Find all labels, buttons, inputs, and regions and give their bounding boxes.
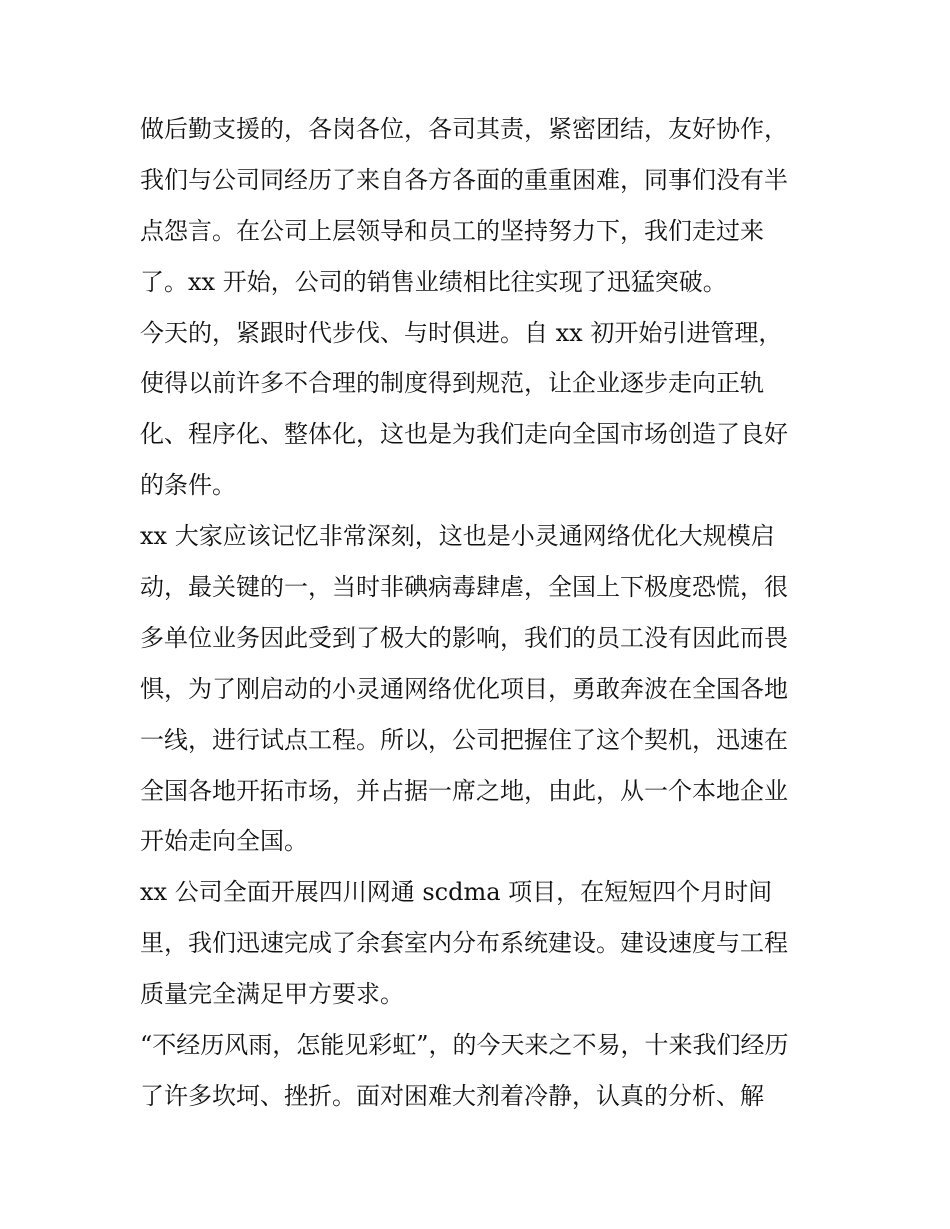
text-line-20: 了许多坎坷、挫折。面对困难大剂着冷静，认真的分析、解 xyxy=(140,1081,764,1110)
text-line-17: 里，我们迅速完成了余套室内分布系统建设。建设速度与工程 xyxy=(140,929,788,958)
text-line-18: 质量完全满足甲方要求。 xyxy=(140,980,404,1009)
text-line-13: 一线，进行试点工程。所以，公司把握住了这个契机，迅速在 xyxy=(140,725,788,754)
text-line-16: xx 公司全面开展四川网通 scdma 项目，在短短四个月时间 xyxy=(140,878,773,907)
text-line-8: 的条件。 xyxy=(140,471,236,500)
text-line-15: 开始走向全国。 xyxy=(140,827,308,856)
text-line-3: 点怨言。在公司上层领导和员工的坚持努力下，我们走过来 xyxy=(140,216,764,245)
text-line-11: 多单位业务因此受到了极大的影响，我们的员工没有因此而畏 xyxy=(140,623,788,652)
body-text xyxy=(140,104,820,1122)
text-line-1: 做后勤支援的，各岗各位，各司其责，紧密团结，友好协作， xyxy=(140,115,788,143)
text-line-14: 全国各地开拓市场，并占据一席之地，由此，从一个本地企业 xyxy=(140,776,788,805)
text-line-12: 惧，为了刚启动的小灵通网络优化项目，勇敢奔波在全国各地 xyxy=(140,674,788,703)
text-line-4: 了。xx 开始，公司的销售业绩相比往实现了迅猛突破。 xyxy=(140,267,727,296)
text-line-10: 动，最关键的一，当时非碘病毒肆虐，全国上下极度恐慌，很 xyxy=(140,573,788,602)
text-line-2: 我们与公司同经历了来自各方各面的重重困难，同事们没有半 xyxy=(140,165,788,194)
text-line-6: 使得以前许多不合理的制度得到规范，让企业逐步走向正轨 xyxy=(140,369,764,398)
text-line-9: xx 大家应该记忆非常深刻，这也是小灵通网络优化大规模启 xyxy=(140,522,775,551)
text-line-7: 化、程序化、整体化，这也是为我们走向全国市场创造了良好 xyxy=(140,420,788,449)
text-line-5: 今天的，紧跟时代步伐、与时俱进。自 xx 初开始引进管理， xyxy=(140,318,783,347)
text-line-19: “不经历风雨，怎能见彩虹”，的今天来之不易，十来我们经历 xyxy=(140,1031,789,1060)
